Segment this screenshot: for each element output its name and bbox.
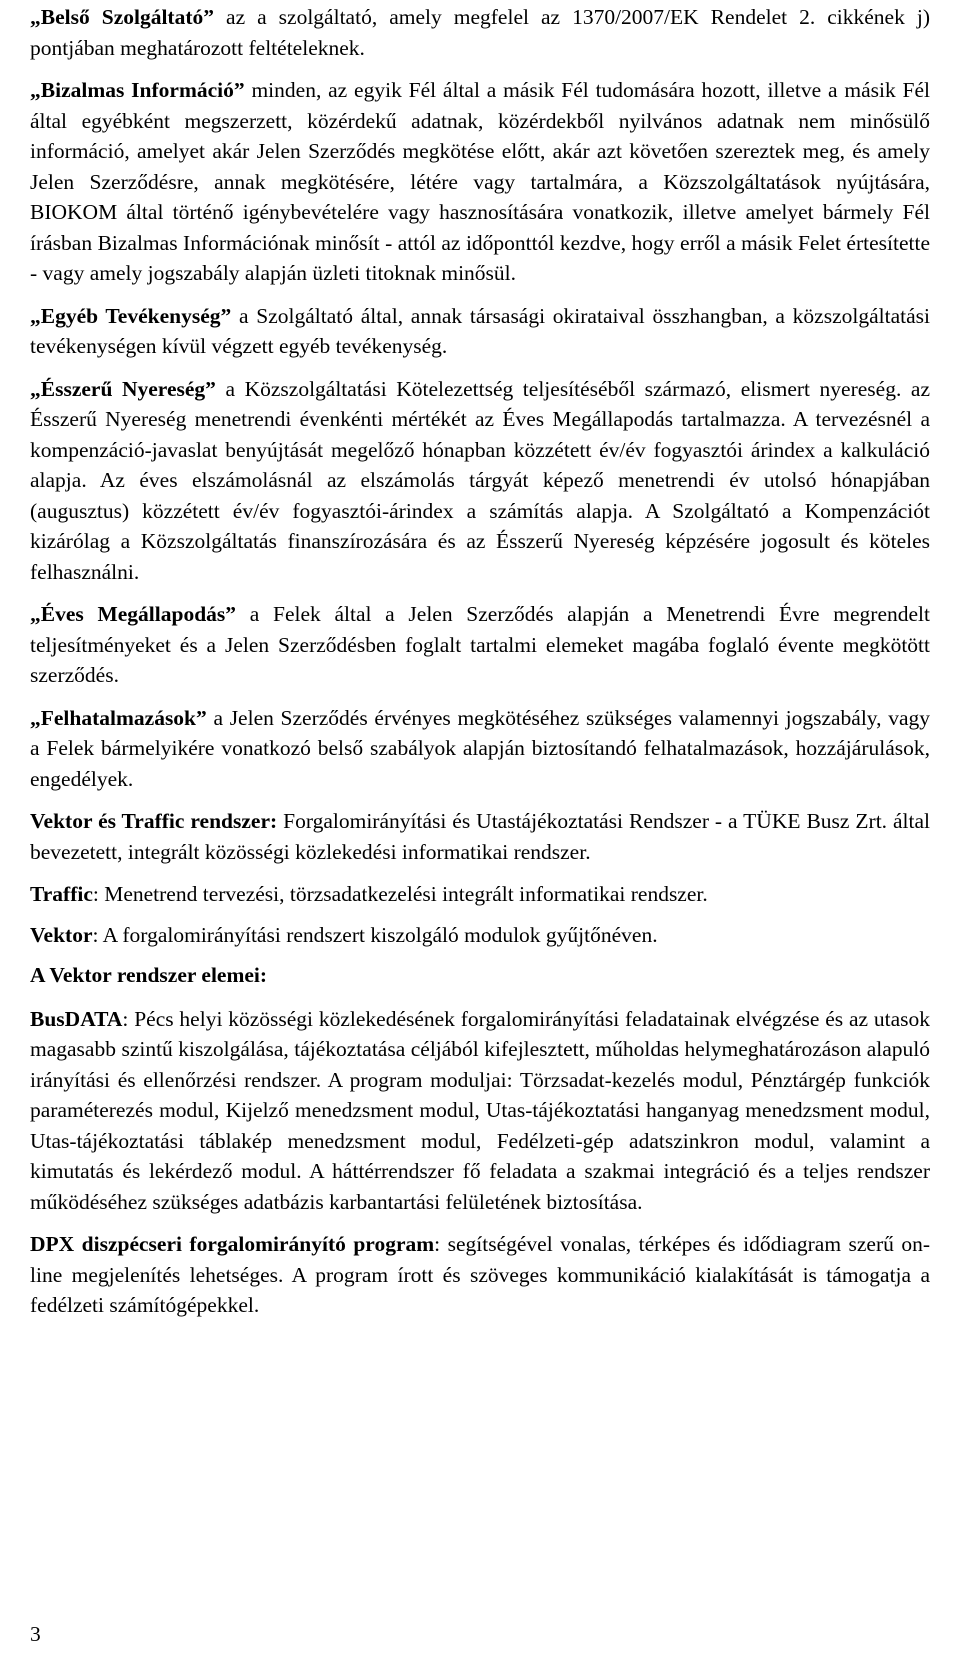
term: Vektor [30, 922, 93, 947]
definition-text: : segítségével vonalas, térképes és idődiagram szerű on-line megjelenítés lehetséges. A program írott és szöveges kommunikáció kialakítását is támogatja a fedélzeti számítógépekkel. [30, 1232, 930, 1317]
definition-text: : A forgalomirányítási rendszert kiszolgáló modulok gyűjtőnéven. [92, 922, 658, 947]
definition-text: : Menetrend tervezési, törzsadatkezelési integrált informatikai rendszer. [92, 882, 708, 906]
term: BusDATA [30, 1006, 123, 1031]
definition-text: a Felek által a Jelen Szerződés alapján a Menetrendi Évre megrendelt teljesítményeket és a Jelen Szerződésben foglalt tartalmi elemeket magába foglaló évente megkötött szerződés. [30, 602, 930, 687]
definition-egyeb-tevekenyseg [30, 301, 930, 362]
definition-text: : Pécs helyi közösségi közlekedésének forgalomirányítási feladatainak elvégzése és az utasok magasabb szintű kiszolgálása, tájékoztatása céljából kifejlesztett, műholdas helymeghatározáson alapuló irányítási és ellenőrzési rendszer. A program moduljai: Törzsadat-kezelés modul, Pénztárgép funkciók paraméterezés modul, Kijelző menedzsment modul, Utas-tájékoztatási hanganyag menedzsment modul, Utas-tájékoztatási táblakép menedzsment modul, Fedélzeti-gép adatszinkron modul, valamint a kimutatás és lekérdező modul. A háttérrendszer fő feladata a szakmai integráció és a teljes rendszer működéséhez szükséges adatbázis karbantartási felületének biztosítása. [30, 1006, 930, 1214]
definition-busdata [30, 1004, 930, 1218]
page-number: 3 [30, 1621, 41, 1646]
definition-eves-megallapodas [30, 599, 930, 691]
definition-dpx [30, 1229, 930, 1321]
definition-bizalmas-informacio [30, 75, 930, 289]
definition-text: a Jelen Szerződés érvényes megkötéséhez szükséges valamennyi jogszabály, vagy a Felek bármelyikére vonatkozó belső szabályok alapján biztosítandó felhatalmazások, hozzájárulások, engedélyek. [30, 705, 930, 791]
term: „Ésszerű Nyereség” [30, 376, 216, 401]
definition-text: Forgalomirányítási és Utastájékoztatási Rendszer - a TÜKE Busz Zrt. által bevezetett, integrált közösségi közlekedési informatikai rendszer. [30, 809, 931, 864]
term: „Bizalmas Információ” [30, 78, 245, 102]
term: „Egyéb Tevékenység” [30, 303, 232, 328]
definition-felhatalmazasok [30, 703, 930, 795]
term: „Felhatalmazások” [30, 705, 207, 730]
term: DPX diszpécseri forgalomirányító program [30, 1232, 435, 1256]
definition-text: a Közszolgáltatási Kötelezettség teljesítéséből származó, elismert nyereség. az Ésszerű Nyereség menetrendi évenkénti mértékét az Éves Megállapodás tartalmazza. A tervezésnél a kompenzáció-javaslat benyújtását megelőző hónapban közzétett év/év fogyasztói árindex a kalkuláció alapja. Az éves elszámolásnál az elszámolás tárgyát képező menetrendi év utolsó hónapjában (augusztus) közzétett év/év fogyasztói-árindex a számítás alapja. A Szolgáltató a Kompenzációt kizárólag a Közszolgáltatás finanszírozására és az Ésszerű Nyereség képzésére jogosult és köteles felhasználni. [30, 376, 930, 584]
definition-text: a Szolgáltató által, annak társasági okirataival összhangban, a közszolgáltatási tevékenységen kívül végzett egyéb tevékenység. [30, 303, 930, 358]
definition-traffic [30, 879, 930, 910]
definition-vektor-traffic [30, 806, 930, 867]
definition-text: minden, az egyik Fél által a másik Fél tudomására hozott, illetve a másik Fél által egyébként megszerzett, közérdekű adatnak, közérdekből nyilvános adatnak nem minősülő információ, amelyet akár Jelen Szerződés megkötése előtt, akár azt követően szereztek meg, és amely Jelen Szerződésre, annak megkötésére, létére vagy tartalmára, a Közszolgáltatások nyújtására, BIOKOM által történő igénybevételére vagy hasznosítására vonatkozik, illetve amelyet bármely Fél írásban Bizalmas Információnak minősít - attól az időponttól kezdve, hogy erről a másik Felet értesítette - vagy amely jogszabály alapján üzleti titoknak minősül. [30, 78, 931, 285]
definition-esszeru-nyereseg [30, 374, 930, 588]
term: Vektor és Traffic rendszer: [30, 809, 278, 833]
term: Traffic [30, 882, 93, 906]
term: „Éves Megállapodás” [30, 602, 237, 626]
definition-vektor [30, 920, 930, 951]
term: „Belső Szolgáltató” [30, 5, 215, 29]
section-heading: A Vektor rendszer elemei: [30, 963, 268, 987]
definition-belso-szolgaltato [30, 2, 930, 63]
definition-text: az a szolgáltató, amely megfelel az 1370/2007/EK Rendelet 2. cikkének j) pontjában meghatározott feltételeknek. [30, 5, 930, 60]
